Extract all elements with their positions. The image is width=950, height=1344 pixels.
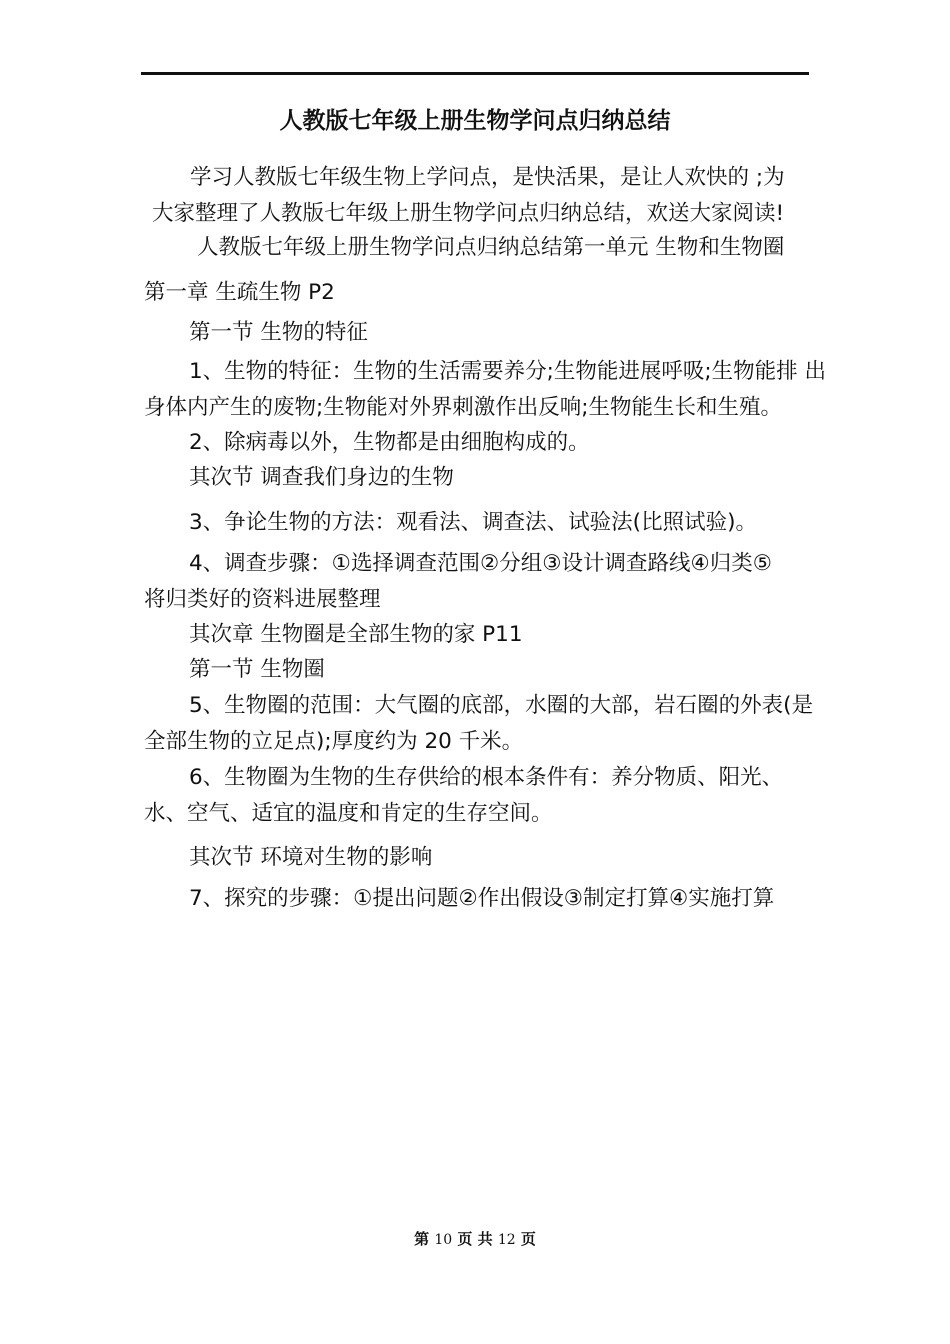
paragraph-line: 全部生物的立足点);厚度约为 20 千米。 — [144, 729, 524, 754]
footer-suffix: 页 — [520, 1230, 536, 1248]
page-footer — [0, 1228, 950, 1249]
document-title: 人教版七年级上册生物学问点归纳总结 — [279, 108, 671, 134]
paragraph-line: 6、生物圈为生物的生存供给的根本条件有：养分物质、阳光、 — [189, 765, 784, 790]
paragraph-line: 7、探究的步骤：①提出问题②作出假设③制定打算④实施打算 — [189, 886, 775, 911]
paragraph-line: 3、争论生物的方法：观看法、调查法、试验法(比照试验)。 — [189, 510, 757, 535]
section-heading: 第一节 生物圈 — [189, 657, 325, 682]
paragraph-line: 1、生物的特征：生物的生活需要养分;生物能进展呼吸;生物能排 出 — [189, 359, 827, 384]
chapter-heading: 其次章 生物圈是全部生物的家 P11 — [189, 622, 523, 647]
paragraph-line: 4、调查步骤：①选择调查范围②分组③设计调查路线④归类⑤ — [189, 551, 773, 576]
paragraph-line: 学习人教版七年级生物上学问点，是快活果，是让人欢快的 ;为 — [190, 165, 785, 190]
paragraph-line: 大家整理了人教版七年级上册生物学问点归纳总结，欢送大家阅读! — [152, 201, 785, 226]
footer-middle: 页 共 — [457, 1230, 493, 1248]
section-heading: 第一节 生物的特征 — [189, 320, 368, 345]
paragraph-line: 5、生物圈的范围：大气圈的底部，水圈的大部，岩石圈的外表(是 — [189, 693, 814, 718]
paragraph-line: 人教版七年级上册生物学问点归纳总结第一单元 生物和生物圈 — [197, 235, 785, 260]
paragraph-line: 水、空气、适宜的温度和肯定的生存空间。 — [144, 801, 553, 826]
footer-current-page: 10 — [434, 1232, 453, 1248]
header-rule — [141, 72, 809, 75]
section-heading: 其次节 调查我们身边的生物 — [189, 465, 454, 490]
footer-prefix: 第 — [414, 1230, 430, 1248]
section-heading: 其次节 环境对生物的影响 — [189, 845, 433, 870]
paragraph-line: 2、除病毒以外，生物都是由细胞构成的。 — [189, 430, 590, 455]
paragraph-line: 将归类好的资料进展整理 — [144, 587, 381, 612]
chapter-heading: 第一章 生疏生物 P2 — [144, 280, 335, 305]
footer-total-pages: 12 — [497, 1232, 516, 1248]
paragraph-line: 身体内产生的废物;生物能对外界刺激作出反响;生物能生长和生殖。 — [144, 395, 782, 420]
